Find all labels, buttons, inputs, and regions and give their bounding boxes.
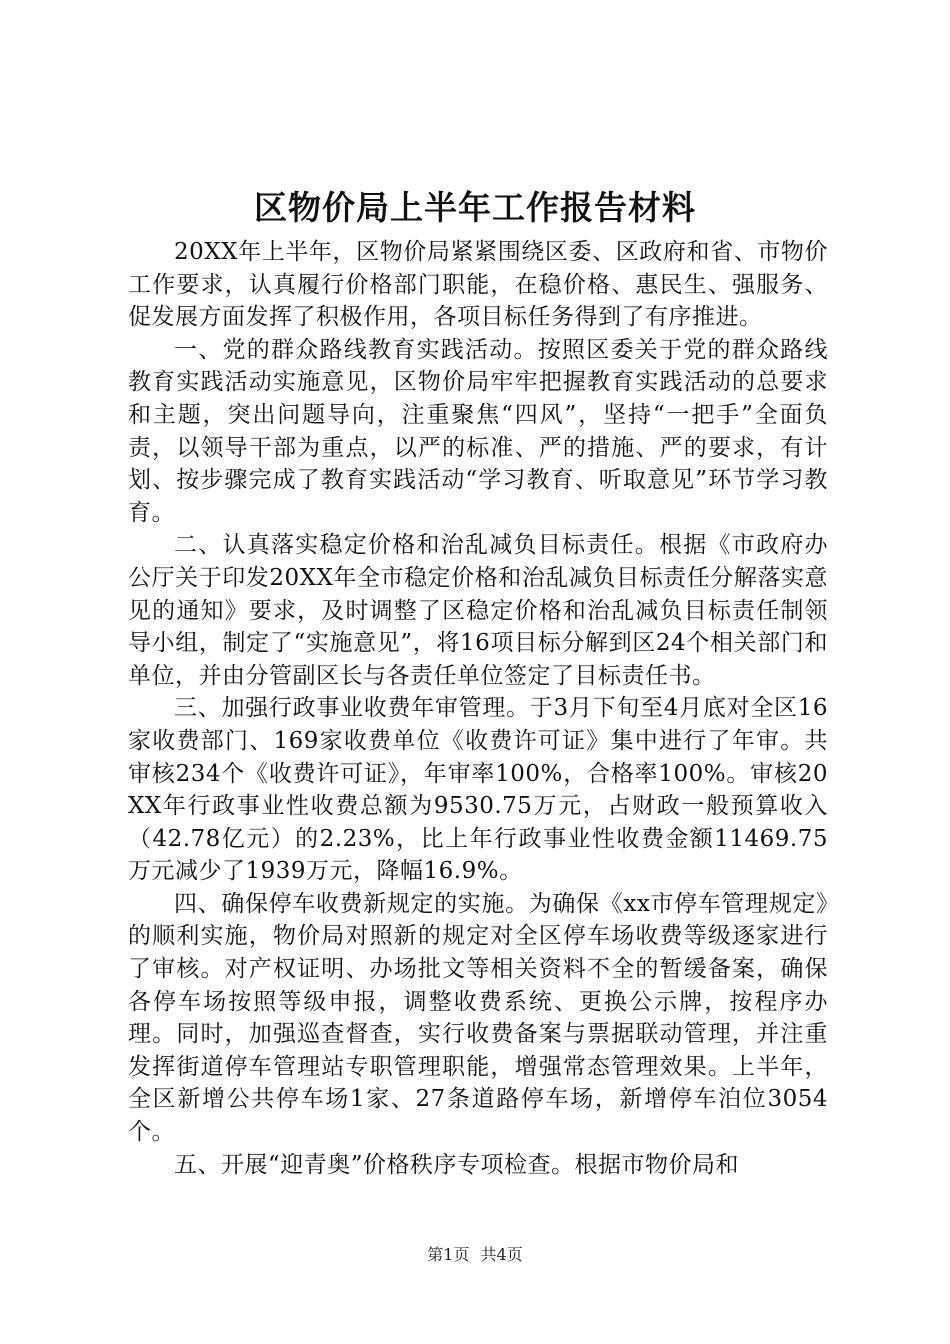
page-footer xyxy=(0,1243,950,1267)
document-title: 区物价局上半年工作报告材料 xyxy=(254,188,696,227)
paragraph-section-4: 四、确保停车收费新规定的实施。为确保《xx市停车管理规定》的顺利实施，物价局对照新的规定对全区停车场收费等级逐家进行了审核。对产权证明、办场批文等相关资料不全的暂缓备案，确保各停车场按照等级申报，调整收费系统、更换公示牌，按程序办理。同时，加强巡查督查，实行收费备案与票据联动管理，并注重发挥街道停车管理站专职管理职能，增强常态管理效果。上半年，全区新增公共停车场1家、27条道路停车场，新增停车泊位3054个。 xyxy=(128,890,828,1146)
paragraph-intro: 20XX年上半年，区物价局紧紧围绕区委、区政府和省、市物价工作要求，认真履行价格部门职能，在稳价格、惠民生、强服务、促发展方面发挥了积极作用，各项目标任务得到了有序推进。 xyxy=(128,239,828,331)
paragraph-section-3: 三、加强行政事业收费年审管理。于3月下旬至4月底对全区16家收费部门、169家收费单位《收费许可证》集中进行了年审。共审核234个《收费许可证》，年审率100%，合格率100%。审核20XX年行政事业性收费总额为9530.75万元，占财政一般预算收入（42.78亿元）的2.23%，比上年行政事业性收费金额11469.75万元减少了1939万元，降幅16.9%。 xyxy=(128,695,828,885)
document-body xyxy=(128,236,828,1181)
paragraph-section-1: 一、党的群众路线教育实践活动。按照区委关于党的群众路线教育实践活动实施意见，区物价局牢牢把握教育实践活动的总要求和主题，突出问题导向，注重聚焦“四风”，坚持“一把手”全面负责，以领导干部为重点，以严的标准、严的措施、严的要求，有计划、按步骤完成了教育实践活动“学习教育、听取意见”环节学习教育。 xyxy=(128,336,828,526)
page-total: 共4页 xyxy=(480,1245,523,1264)
page-number: 第1页 xyxy=(427,1245,470,1264)
paragraph-section-5: 五、开展“迎青奥”价格秩序专项检查。根据市物价局和 xyxy=(174,1151,740,1178)
paragraph-section-2: 二、认真落实稳定价格和治乱减负目标责任。根据《市政府办公厅关于印发20XX年全市稳定价格和治乱减负目标责任分解落实意见的通知》要求，及时调整了区稳定价格和治乱减负目标责任制领导小组，制定了“实施意见”，将16项目标分解到区24个相关部门和单位，并由分管副区长与各责任单位签定了目标责任书。 xyxy=(128,532,828,689)
